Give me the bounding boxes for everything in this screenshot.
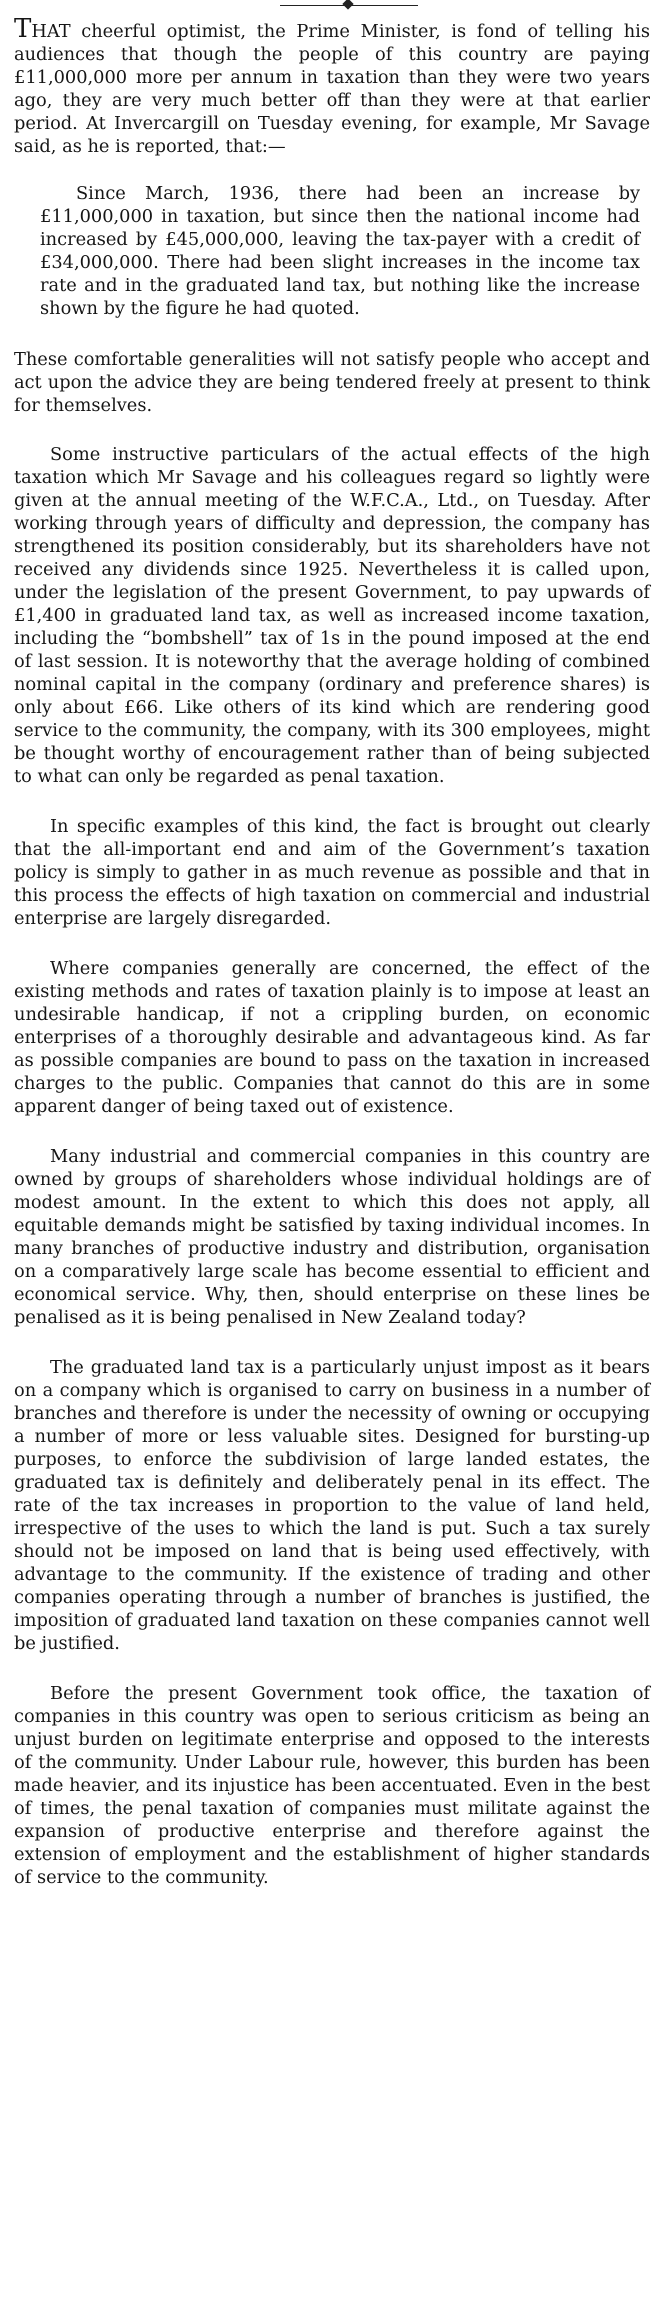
paragraph-wfca-example: Some instructive particulars of the actual effects of the high taxation which Mr Savage and his colleagues regard so lightly were given at the annual meeting of the W.F.C.A., Ltd., on Tuesday. After working through years of difficulty and depression, the company has strengthened its position considerably, but its shareholders have not received any dividends since 1925. Nevertheless it is called upon, under the legislation of the present Government, to pay upwards of £1,400 in graduated land tax, as well as increased income taxation, including the “bombshell” tax of 1s in the pound imposed at the end of last session. It is noteworthy that the average holding of combined nominal capital in the company (ordinary and preference shares) is only about £66. Like others of its kind which are rendering good service to the community, the company, with its 300 employees, might be thought worthy of encouragement rather than of being subjected to what can only be regarded as penal taxation. [14, 444, 650, 787]
paragraph-graduated-land-tax: The graduated land tax is a particularly unjust impost as it bears on a company which is organised to carry on business in a number of branches and therefore is under the necessity of owning or occupying a number of more or less valuable sites. Designed for bursting-up purposes, to enforce the subdivision of large landed estates, the graduated tax is definitely and deliberately penal in its effect. The rate of the tax increases in proportion to the value of land held, irrespective of the uses to which the land is put. Such a tax surely should not be imposed on land that is being used effectively, with advantage to the community. If the existence of trading and other companies operating through a number of branches is justified, the imposition of graduated land taxation on these companies cannot well be justified. [14, 1357, 650, 1654]
editorial-article [14, 14, 650, 1889]
paragraph-generalities: These comfortable generalities will not satisfy people who accept and act upon the advice they are being tendered freely at present to think for themselves. [14, 349, 650, 416]
diamond-ornament-icon [342, 0, 353, 10]
paragraph-taxation-policy: In specific examples of this kind, the fact is brought out clearly that the all-important end and aim of the Government’s taxation policy is simply to gather in as much revenue as possible and that in this process the effects of high taxation on commercial and industrial enterprise are largely disregarded. [14, 816, 650, 929]
paragraph-shareholders: Many industrial and commercial companies in this country are owned by groups of shareholders whose individual holdings are of modest amount. In the extent to which this does not apply, all equitable demands might be satisfied by taxing individual incomes. In many branches of productive industry and distribution, organisation on a comparatively large scale has become essential to efficient and economical service. Why, then, should enterprise on these lines be penalised as it is being penalised in New Zealand today? [14, 1146, 650, 1328]
paragraph-intro: THAT cheerful optimist, the Prime Minister, is fond of telling his audiences that though the people of this country are paying £11,000,000 more per annum in taxation than they were two years ago, they are very much better off than they were at that earlier period. At Invercargill on Tuesday evening, for example, Mr Savage said, as he is reported, that:— [14, 14, 650, 157]
paragraph-companies-handicap: Where companies generally are concerned, the effect of the existing methods and rates of taxation plainly is to impose at least an undesirable handicap, if not a crippling burden, on economic enterprises of a thoroughly desirable and advantageous kind. As far as possible companies are bound to pass on the taxation in increased charges to the public. Companies that cannot do this are in some apparent danger of being taxed out of existence. [14, 958, 650, 1117]
quoted-statement: Since March, 1936, there had been an increase by £11,000,000 in taxation, but since then the national income had increased by £45,000,000, leaving the tax-payer with a credit of £34,000,000. There had been slight increases in the income tax rate and in the graduated land tax, but nothing like the increase shown by the figure he had quoted. [40, 183, 640, 319]
paragraph-conclusion: Before the present Government took office, the taxation of companies in this country was open to serious criticism as being an unjust burden on legitimate enterprise and opposed to the interests of the community. Under Labour rule, however, this burden has been made heavier, and its injustice has been accentuated. Even in the best of times, the penal taxation of companies must militate against the expansion of productive enterprise and therefore against the extension of employment and the establishment of higher standards of service to the community. [14, 1683, 650, 1888]
